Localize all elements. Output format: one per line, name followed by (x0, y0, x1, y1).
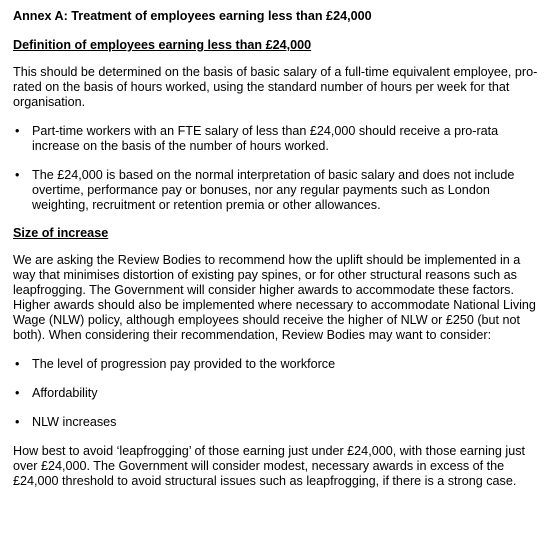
list-item (13, 386, 539, 401)
bullet-text: Affordability (32, 386, 98, 400)
bullet-text: The level of progression pay provided to the workforce (32, 357, 336, 371)
list-item (13, 357, 539, 372)
size-heading: Size of increase (13, 226, 109, 240)
list-item (13, 415, 539, 430)
definition-bullet-list (13, 124, 539, 213)
bullet-text: The £24,000 is based on the normal interpretation of basic salary and does not include overtime, performance pay or bonuses, nor any regular payments such as London weighting, recruitment or retention premia or other allowances. (32, 168, 515, 212)
bullet-text: NLW increases (32, 415, 117, 429)
size-paragraph: We are asking the Review Bodies to recommend how the uplift should be implemented in a way that minimises distortion of existing pay spines, or for other structural reasons such as leapfrogging. The Government will consider higher awards to accommodate these factors. Higher awards should also be implemented where necessary to accommodate National Living Wage (NLW) policy, although employees should receive the higher of NLW or £250 (but not both). When considering their recommendation, Review Bodies may want to consider: (13, 253, 536, 342)
bullet-icon: • (15, 415, 20, 429)
list-item (13, 124, 539, 154)
bullet-icon: • (15, 386, 20, 400)
bullet-icon: • (15, 168, 20, 182)
bullet-text: Part-time workers with an FTE salary of less than £24,000 should receive a pro-rata increase on the basis of the number of hours worked. (32, 124, 499, 153)
annex-title: Annex A: Treatment of employees earning less than £24,000 (13, 9, 372, 23)
closing-paragraph: How best to avoid ‘leapfrogging’ of those earning just under £24,000, with those earning just over £24,000. The Government will consider modest, necessary awards in excess of the £24,000 threshold to avoid structural issues such as leapfrogging, if there is a strong case. (13, 444, 526, 488)
size-bullet-list (13, 357, 539, 430)
document-page (13, 9, 539, 503)
list-item (13, 168, 539, 213)
bullet-icon: • (15, 357, 20, 371)
definition-heading: Definition of employees earning less than £24,000 (13, 38, 312, 52)
bullet-icon: • (15, 124, 20, 138)
definition-paragraph: This should be determined on the basis of basic salary of a full-time equivalent employee, pro-rated on the basis of hours worked, using the standard number of hours per week for that organisation. (13, 65, 538, 109)
